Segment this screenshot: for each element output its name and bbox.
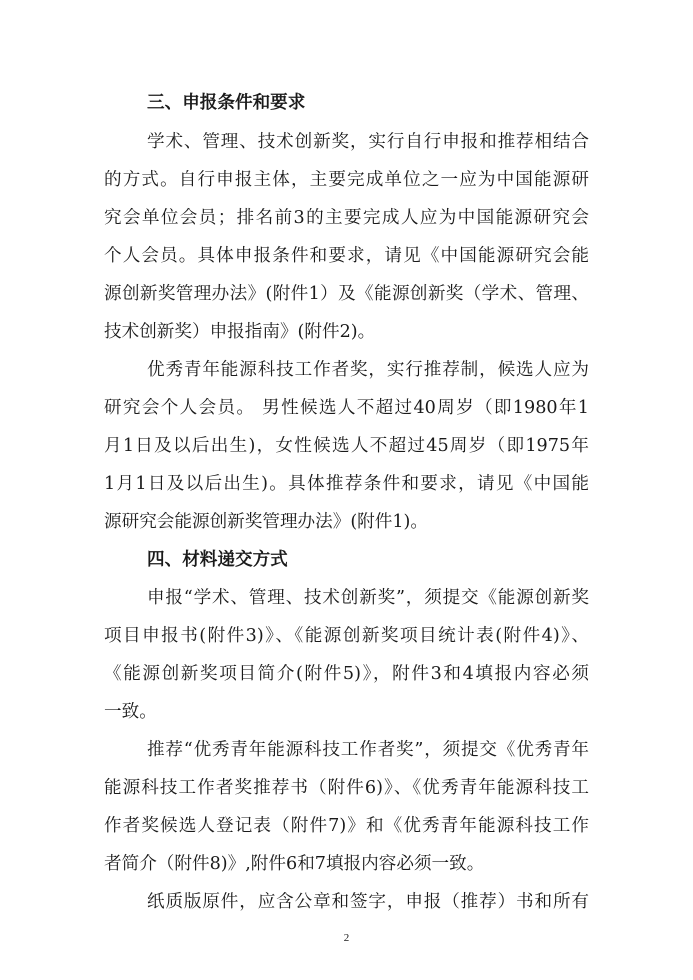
paragraph-line: 研究会个人会员。 男性候选人不超过40周岁（即1980年1 <box>104 398 589 418</box>
paragraph-line: 学术、管理、技术创新奖，实行自行申报和推荐相结合 <box>147 132 589 152</box>
paragraph-line: 个人会员。具体申报条件和要求，请见《中国能源研究会能 <box>104 246 589 266</box>
paragraph-line: 的方式。自行申报主体，主要完成单位之一应为中国能源研 <box>104 170 589 190</box>
paragraph-line: 者简介（附件8)》,附件6和7填报内容必须一致。 <box>104 854 485 874</box>
section-heading-submission: 四、材料递交方式 <box>147 549 288 570</box>
paragraph-line: 一致。 <box>104 702 157 722</box>
paragraph-line: 能源科技工作者奖推荐书（附件6)》、《优秀青年能源科技工 <box>104 778 589 798</box>
paragraph-line: 源创新奖管理办法》(附件1）及《能源创新奖（学术、管理、 <box>104 284 589 304</box>
page-number: 2 <box>343 932 350 944</box>
paragraph-line: 1月1日及以后出生)。具体推荐条件和要求，请见《中国能 <box>104 474 589 494</box>
paragraph-line: 优秀青年能源科技工作者奖，实行推荐制，候选人应为 <box>147 360 589 380</box>
paragraph-line: 作者奖候选人登记表（附件7)》和《优秀青年能源科技工作 <box>104 816 589 836</box>
paragraph-line: 《能源创新奖项目简介(附件5)》，附件3和4填报内容必须 <box>104 664 589 684</box>
paragraph-line: 源研究会能源创新奖管理办法》(附件1)。 <box>104 512 429 532</box>
paragraph-line: 究会单位会员；排名前3的主要完成人应为中国能源研究会 <box>104 208 589 228</box>
paragraph-line: 申报“学术、管理、技术创新奖”，须提交《能源创新奖 <box>147 588 589 608</box>
paragraph-line: 技术创新奖）申报指南》(附件2)。 <box>104 322 376 342</box>
paragraph-line: 推荐“优秀青年能源科技工作者奖”，须提交《优秀青年 <box>147 740 589 760</box>
paragraph-line: 项目申报书(附件3)》、《能源创新奖项目统计表(附件4)》、 <box>104 626 589 646</box>
paragraph-line: 月1日及以后出生)，女性候选人不超过45周岁（即1975年 <box>104 436 589 456</box>
paragraph-line: 纸质版原件，应含公章和签字，申报（推荐）书和所有 <box>147 892 589 912</box>
section-heading-requirements: 三、申报条件和要求 <box>147 92 306 113</box>
